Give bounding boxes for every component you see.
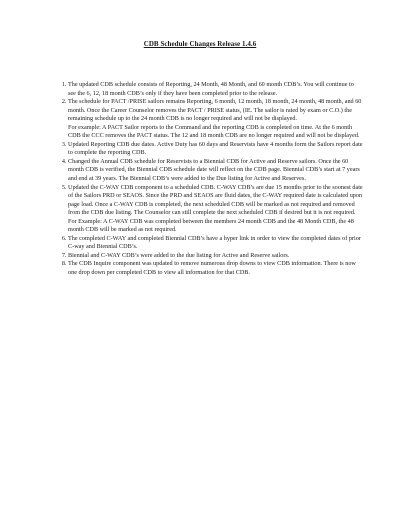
list-item [68,184,363,235]
list-item [68,260,363,277]
list-item [68,141,363,158]
item-paragraph: 2. The schedule for PACT /PRISE sailors remains Reporting, 6 month, 12 month, 18 month, 24 month, 48 month, and 60 month. Once the Career Counselor removes the PACT / PRISE status, (IE. The sailor is rated by exam or C.O.) the remaining schedule up to the 24 month CDB is no longer required and will not be displayed. [68,98,362,123]
item-paragraph: 1. The updated CDB schedule consists of Reporting, 24 Month, 48 Month, and 60 month CDB’s. You will continue to see the 6, 12, 18 month CDB’s only if they have been completed prior to the release. [68,81,354,97]
item-paragraph: 5. Updated the C-WAY CDB component to a scheduled CDB. C-WAY CDB’s are due 15 months prior to the soonest date of the Sailors PRD or SEAOS. Since the PRD and SEAOS are fluid dates, the C-WAY required date is calculated upon page load. Once a C-WAY CDB is completed, the next scheduled CDB will be marked as not required and removed from the CDB due listing. The Counselor can still complete the next scheduled CDB if desired but it is not required. [68,183,363,217]
change-list [56,81,363,278]
list-item [68,235,363,252]
list-item [68,98,363,141]
list-item [68,81,363,98]
item-example: For Example: A C-WAY CDB was completed between the members 24 month CDB and the 48 Month CDB, the 48 month CDB will be marked as not required. [68,217,354,234]
item-paragraph: 3. Updated Reporting CDB due dates. Active Duty has 60 days and Reservists have 4 months form the Sailors report date to complete the reporting CDB. [68,140,363,157]
item-paragraph: 4. Changed the Annual CDB schedule for Reservists to a Biennial CDB for Active and Reserve sailors. Once the 60 month CDB is verified, the Biennial CDB schedule date will reflect on the CDB page. Biennial CDB’s start at 7 years and end at 39 years. The Biennial CDB’s were added to the Due listing for Active and Reserves. [68,157,360,183]
list-item [68,158,363,184]
document-title: CDB Schedule Changes Release 1.4.6 [143,40,257,48]
list-item [68,252,363,261]
item-paragraph: 7. Biennial and C-WAY CDB’s were added to the due listing for Active and Reserve sailors. [68,251,290,259]
item-paragraph: 6. The completed C-WAY and completed Biennial CDB’s have a hyper link in order to view the completed dates of prior C-way and Biennial CDB’s. [68,234,361,251]
item-paragraph: 8. The CDB Inquire component was updated to remove numerous drop downs to view CDB information. There is now one drop down per completed CDB to view all information for that CDB. [68,260,356,277]
item-example: For example: A PACT Sailor reports to the Command and the reporting CDB is completed on time. At the 6 month CDB the CCC removes the PACT status. The 12 and 18 month CDB are no longer required and will not be displayed. [68,123,360,140]
